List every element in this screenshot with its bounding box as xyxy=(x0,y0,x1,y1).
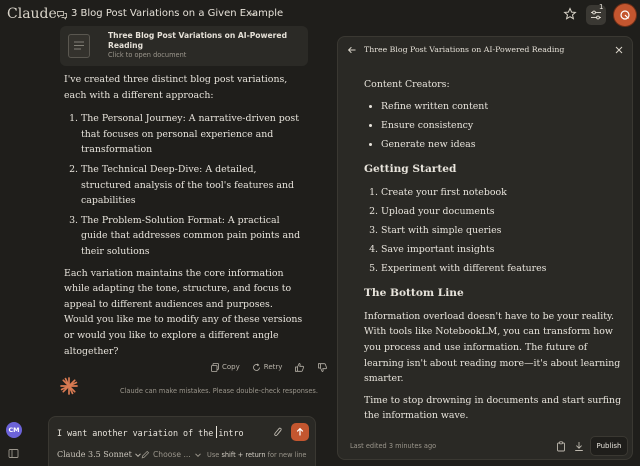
list-item: 1. Create your first notebook xyxy=(381,185,628,201)
style-placeholder: Choose ... xyxy=(153,450,191,459)
style-selector[interactable] xyxy=(141,450,202,459)
retry-button[interactable] xyxy=(252,363,283,372)
send-button[interactable] xyxy=(291,423,309,441)
thumbs-down-icon[interactable] xyxy=(317,362,328,373)
copy-button[interactable] xyxy=(211,363,240,372)
steps-list xyxy=(381,185,628,277)
document-card[interactable] xyxy=(60,26,308,66)
list-item: 3. The Problem-Solution Format: A practical guide that addresses common pain points and their solutions xyxy=(81,213,304,260)
creator-bullets xyxy=(381,99,628,153)
hint-key: shift + return xyxy=(221,451,266,459)
notification-badge: 1 xyxy=(599,3,604,11)
message-actions xyxy=(211,360,328,374)
closing-paragraph: Time to stop drowning in documents and start surfing the information wave. xyxy=(364,394,622,422)
chevron-down-icon xyxy=(194,451,202,459)
thumbs-up-icon[interactable] xyxy=(294,362,305,373)
list-item: • Refine written content xyxy=(381,99,628,115)
download-icon[interactable] xyxy=(574,441,584,452)
last-edited-text: Last edited 3 minutes ago xyxy=(350,442,437,450)
bottom-line-paragraph: Information overload doesn't have to be your reality. With tools like NotebookLM, you can transform how you process and use information. The future of learning isn't about reading more—it's about learning smarter. xyxy=(364,310,621,385)
model-selector[interactable] xyxy=(57,450,142,459)
retry-label: Retry xyxy=(263,363,283,371)
claude-spark-icon xyxy=(59,376,79,396)
chat-title[interactable]: 3 Blog Post Variations on a Given Example xyxy=(71,8,284,19)
account-icon xyxy=(619,9,631,21)
panel-header xyxy=(338,37,633,63)
document-content xyxy=(364,77,628,430)
panel-footer xyxy=(338,433,633,460)
assistant-message xyxy=(64,72,304,367)
list-item: 5. Experiment with different features xyxy=(381,261,628,277)
message-intro: I've created three distinct blog post variations, each with a different approach: xyxy=(64,74,288,101)
list-item: 3. Start with simple queries xyxy=(381,223,628,239)
bottom-line-heading: The Bottom Line xyxy=(364,287,464,300)
sidebar-toggle-icon[interactable] xyxy=(8,448,19,459)
document-subtitle: Click to open document xyxy=(108,51,187,59)
arrow-up-icon xyxy=(295,427,305,437)
panel-title: Three Blog Post Variations on AI-Powered Reading xyxy=(364,45,565,54)
copy-icon[interactable] xyxy=(556,441,566,452)
paperclip-icon[interactable] xyxy=(273,427,283,439)
claude-logo[interactable]: Claude xyxy=(7,6,57,22)
close-icon[interactable] xyxy=(614,45,624,55)
hint-prefix: Use xyxy=(207,451,220,459)
star-icon[interactable] xyxy=(563,7,577,21)
user-avatar[interactable]: CM xyxy=(6,422,22,438)
chat-bubbles-icon xyxy=(56,9,68,21)
variation-list xyxy=(81,111,304,259)
disclaimer-text: Claude can make mistakes. Please double-check responses. xyxy=(120,387,318,395)
model-name: Claude 3.5 Sonnet xyxy=(57,450,132,459)
message-outro: Each variation maintains the core information while adapting the tone, structure, and focus to appeal to different audiences and purposes. Would you like me to modify any of these versions or would you like to explore a different angle altogether? xyxy=(64,267,303,357)
list-item: • Ensure consistency xyxy=(381,118,628,134)
list-item: • Generate new ideas xyxy=(381,137,628,153)
newline-hint xyxy=(207,451,306,459)
copy-icon xyxy=(211,363,219,372)
artifact-panel xyxy=(337,36,633,460)
list-item: 1. The Personal Journey: A narrative-driven post that focuses on personal experience and transformation xyxy=(81,111,304,158)
hint-suffix: for new line xyxy=(267,451,307,459)
publish-button[interactable]: Publish xyxy=(590,436,628,456)
list-item: 4. Save important insights xyxy=(381,242,628,258)
text-caret xyxy=(216,426,217,438)
account-button[interactable] xyxy=(614,4,636,26)
document-title: Three Blog Post Variations on AI-Powered Reading xyxy=(108,31,288,50)
list-item: 2. Upload your documents xyxy=(381,204,628,220)
list-item: 2. The Technical Deep-Dive: A detailed, structured analysis of the tool's features and capabilities xyxy=(81,162,304,209)
chevron-down-icon[interactable] xyxy=(249,10,257,18)
pen-icon xyxy=(141,450,150,459)
copy-label: Copy xyxy=(222,363,240,371)
retry-icon xyxy=(252,363,261,372)
getting-started-heading: Getting Started xyxy=(364,163,457,176)
document-icon xyxy=(68,34,90,58)
arrow-left-icon[interactable] xyxy=(347,45,357,55)
section-lead: Content Creators: xyxy=(364,79,450,90)
message-input[interactable] xyxy=(57,425,267,441)
message-composer xyxy=(48,416,316,466)
